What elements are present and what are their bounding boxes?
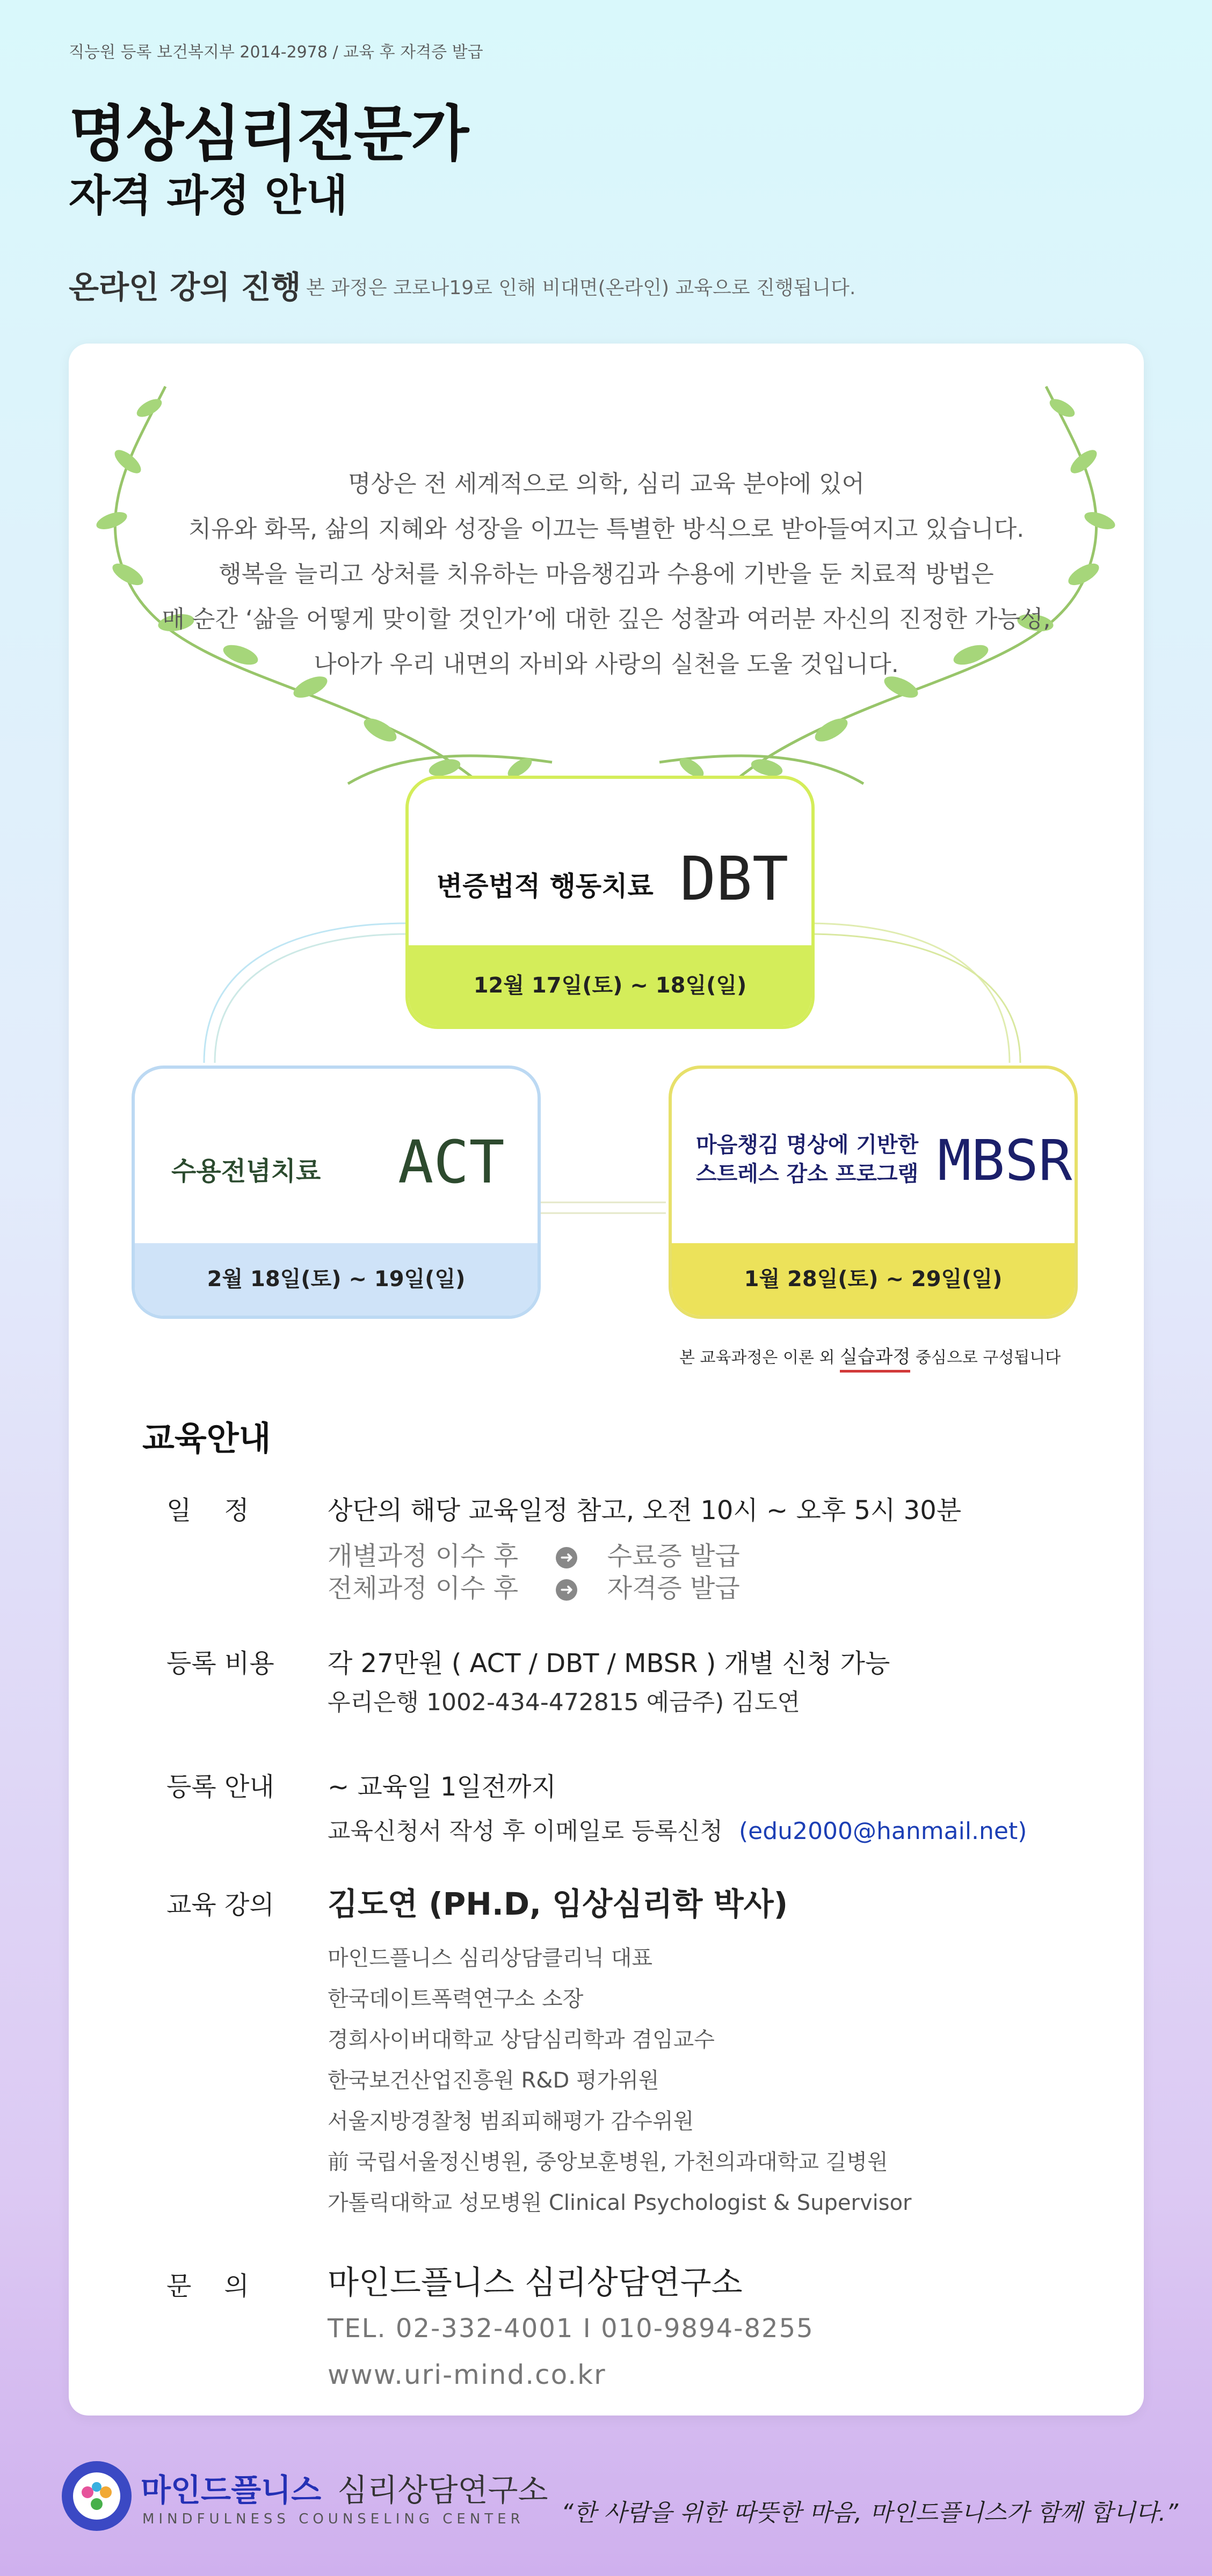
- schedule-sub-2-result: 자격증 발급: [607, 1573, 740, 1603]
- lecturer-career-item: 가톨릭대학교 성모병원 Clinical Psychologist & Supervisor: [328, 2191, 912, 2215]
- registration-sub: [328, 1812, 1027, 1846]
- info-section-title: 교육안내: [142, 1419, 271, 1458]
- fee-text: 각 27만원 ( ACT / DBT / MBSR ) 개별 신청 가능: [328, 1648, 890, 1679]
- program-abbr-mbsr: MBSR: [938, 1128, 1072, 1193]
- program-card-dbt: [405, 776, 815, 1029]
- online-label: 온라인 강의 진행: [69, 269, 301, 305]
- intro-line: 매 순간 ‘삶을 어떻게 맞이할 것인가’에 대한 깊은 성찰과 여러분 자신의 진정한 가능성,: [162, 605, 1051, 633]
- intro-line: 명상은 전 세계적으로 의학, 심리 교육 분야에 있어: [348, 470, 865, 498]
- schedule-sub-1-course: 개별과정 이수 후: [328, 1541, 519, 1571]
- program-name-mbsr: [696, 1130, 918, 1188]
- contact-label: 문 의: [166, 2271, 249, 2301]
- lecturer-career-item: 한국데이트폭력연구소 소장: [328, 1987, 584, 2011]
- schedule-sub-2-course: 전체과정 이수 후: [328, 1573, 519, 1603]
- program-note-suffix: 중심으로 구성됩니다: [910, 1348, 1061, 1367]
- schedule-sub-2: [328, 1567, 740, 1604]
- registration-method: 교육신청서 작성 후 이메일로 등록신청: [328, 1818, 723, 1845]
- schedule-label: 일 정: [166, 1495, 249, 1526]
- lecturer-name: 김도연 (PH.D, 임상심리학 박사): [328, 1886, 788, 1922]
- lecturer-career-item: 경희사이버대학교 상담심리학과 겸임교수: [328, 2027, 715, 2052]
- online-note: 본 과정은 코로나19로 인해 비대면(온라인) 교육으로 진행됩니다.: [306, 277, 856, 299]
- footer-brand-suffix: 심리상담연구소: [337, 2472, 548, 2508]
- program-date-act: 2월 18일(토) ~ 19일(일): [135, 1243, 538, 1316]
- page-subtitle: 자격 과정 안내: [69, 171, 348, 221]
- footer-brand-name: 마인드플니스: [141, 2472, 322, 2508]
- arrow-right-circle-icon: ➜: [556, 1547, 577, 1568]
- lecturer-label: 교육 강의: [166, 1890, 274, 1920]
- intro-paragraph: [69, 462, 1144, 687]
- contact-tel[interactable]: TEL. 02-332-4001 I 010-9894-8255: [328, 2314, 814, 2344]
- schedule-sub-1-result: 수료증 발급: [607, 1541, 740, 1571]
- intro-line: 나아가 우리 내면의 자비와 사랑의 실천을 도울 것입니다.: [314, 651, 899, 678]
- program-date-dbt: 12월 17일(토) ~ 18일(일): [409, 945, 811, 1026]
- program-name-mbsr-line2: 스트레스 감소 프로그램: [696, 1162, 919, 1186]
- program-note-prefix: 본 교육과정은 이론 외: [679, 1348, 840, 1367]
- program-card-act: [132, 1066, 541, 1319]
- lecturer-career-list: [328, 1938, 912, 2223]
- program-abbr-dbt: DBT: [680, 844, 789, 914]
- intro-line: 치유와 화목, 삶의 지혜와 성장을 이끄는 특별한 방식으로 받아들여지고 있습니다.: [188, 515, 1025, 543]
- mindfulness-logo-icon: [62, 2461, 132, 2531]
- lecturer-career-item: 서울지방경찰청 범죄피해평가 감수위원: [328, 2109, 694, 2134]
- program-abbr-act: ACT: [398, 1128, 505, 1196]
- program-date-mbsr: 1월 28일(토) ~ 29일(일): [672, 1243, 1075, 1316]
- page-title: 명상심리전문가: [69, 99, 468, 169]
- footer-brand: [141, 2465, 548, 2510]
- arrow-right-circle-icon: ➜: [556, 1579, 577, 1601]
- program-name-mbsr-line1: 마음챙김 명상에 기반한: [696, 1133, 919, 1157]
- schedule-text: 상단의 해당 교육일정 참고, 오전 10시 ~ 오후 5시 30분: [328, 1495, 962, 1526]
- schedule-sub-1: [328, 1535, 740, 1572]
- footer-brand-en: MINDFULNESS COUNSELING CENTER: [142, 2511, 525, 2527]
- contact-org: 마인드플니스 심리상담연구소: [328, 2264, 743, 2302]
- lecturer-career-item: 마인드플니스 심리상담클리닉 대표: [328, 1946, 653, 1971]
- fee-label: 등록 비용: [166, 1648, 274, 1679]
- footer-slogan: “한 사람을 위한 따뜻한 마음, 마인드플니스가 함께 합니다.”: [561, 2499, 1179, 2527]
- program-card-mbsr: [669, 1066, 1078, 1319]
- registration-label: 등록 안내: [166, 1772, 274, 1802]
- registration-note: 직능원 등록 보건복지부 2014-2978 / 교육 후 자격증 발급: [69, 43, 483, 62]
- lecturer-career-item: 한국보건산업진흥원 R&D 평가위원: [328, 2068, 659, 2093]
- registration-email[interactable]: (edu2000@hanmail.net): [739, 1818, 1027, 1845]
- registration-text: ~ 교육일 1일전까지: [328, 1772, 556, 1802]
- intro-line: 행복을 늘리고 상처를 치유하는 마음챙김과 수용에 기반을 둔 치료적 방법은: [219, 560, 994, 588]
- bank-text: 우리은행 1002-434-472815 예금주) 김도연: [328, 1689, 800, 1716]
- lecturer-career-item: 前 국립서울정신병원, 중앙보훈병원, 가천의과대학교 길병원: [328, 2150, 888, 2174]
- program-name-dbt: 변증법적 행동치료: [437, 871, 654, 902]
- program-note-highlight: 실습과정: [840, 1346, 910, 1373]
- program-name-act: 수용전념치료: [171, 1156, 321, 1186]
- program-note: [679, 1342, 1061, 1368]
- contact-website[interactable]: www.uri-mind.co.kr: [328, 2359, 606, 2390]
